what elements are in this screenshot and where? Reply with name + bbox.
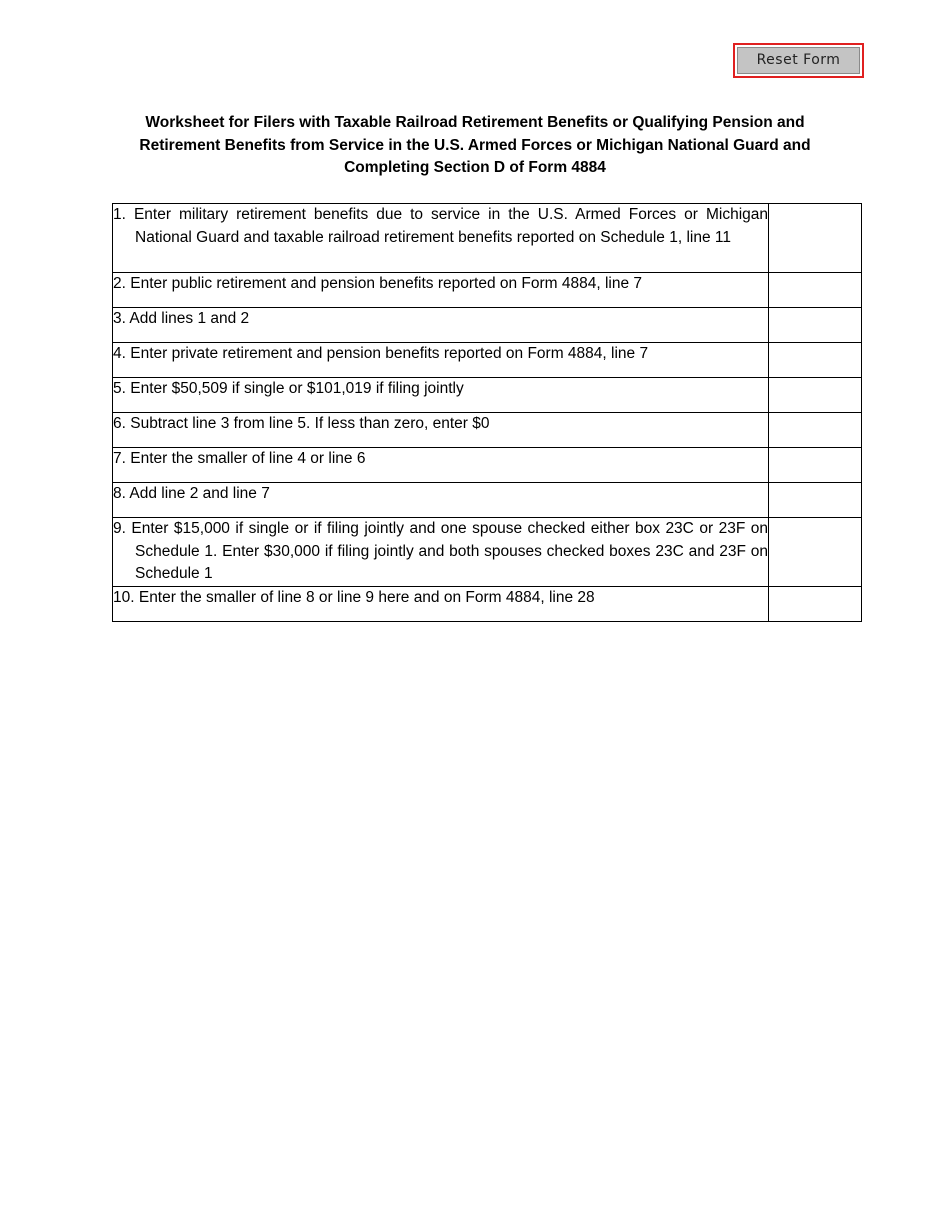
line-6-label: 6. Subtract line 3 from line 5. If less than zero, enter $0 [113,415,490,432]
worksheet-row-8 [113,483,862,518]
worksheet-row-5 [113,378,862,413]
line-3-label: 3. Add lines 1 and 2 [113,310,250,327]
line-10-label: 10. Enter the smaller of line 8 or line 9 here and on Form 4884, line 28 [113,589,595,606]
worksheet-row-3 [113,308,862,343]
reset-form-button[interactable] [733,43,864,78]
line-4-label: 4. Enter private retirement and pension benefits reported on Form 4884, line 7 [113,345,649,362]
line-4-amount-field[interactable] [769,343,862,378]
line-8-label: 8. Add line 2 and line 7 [113,485,270,502]
worksheet-row-4 [113,343,862,378]
line-2-amount-field[interactable] [769,273,862,308]
line-1-label: 1. Enter military retirement benefits due to service in the U.S. Armed Forces or Michigan National Guard and taxable railroad retirement benefits reported on Schedule 1, line 11 [113,206,768,246]
worksheet-row-2 [113,273,862,308]
line-5-amount-field[interactable] [769,378,862,413]
line-10-amount-field[interactable] [769,587,862,622]
worksheet-row-1 [113,204,862,273]
line-7-label: 7. Enter the smaller of line 4 or line 6 [113,450,366,467]
line-5-label: 5. Enter $50,509 if single or $101,019 if filing jointly [113,380,464,397]
worksheet-row-9 [113,518,862,587]
line-9-amount-field[interactable] [769,518,862,587]
title-line-2: Retirement Benefits from Service in the U.S. Armed Forces or Michigan National Guard and [139,136,811,154]
line-3-amount-field[interactable] [769,308,862,343]
line-1-amount-field[interactable] [769,204,862,273]
line-2-label: 2. Enter public retirement and pension benefits reported on Form 4884, line 7 [113,275,643,292]
line-9-label: 9. Enter $15,000 if single or if filing jointly and one spouse checked either box 23C or 23F on Schedule 1. Enter $30,000 if filing jointly and both spouses checked boxes 23C and 23F on Schedule 1 [113,520,768,582]
reset-form-label: Reset Form [737,47,860,74]
worksheet-row-7 [113,448,862,483]
line-6-amount-field[interactable] [769,413,862,448]
worksheet-row-6 [113,413,862,448]
worksheet-row-10 [113,587,862,622]
line-7-amount-field[interactable] [769,448,862,483]
worksheet-table [112,203,862,622]
title-line-1: Worksheet for Filers with Taxable Railroad Retirement Benefits or Qualifying Pension and [145,114,805,131]
line-8-amount-field[interactable] [769,483,862,518]
worksheet-title [100,112,850,180]
title-line-3: Completing Section D of Form 4884 [344,159,606,176]
